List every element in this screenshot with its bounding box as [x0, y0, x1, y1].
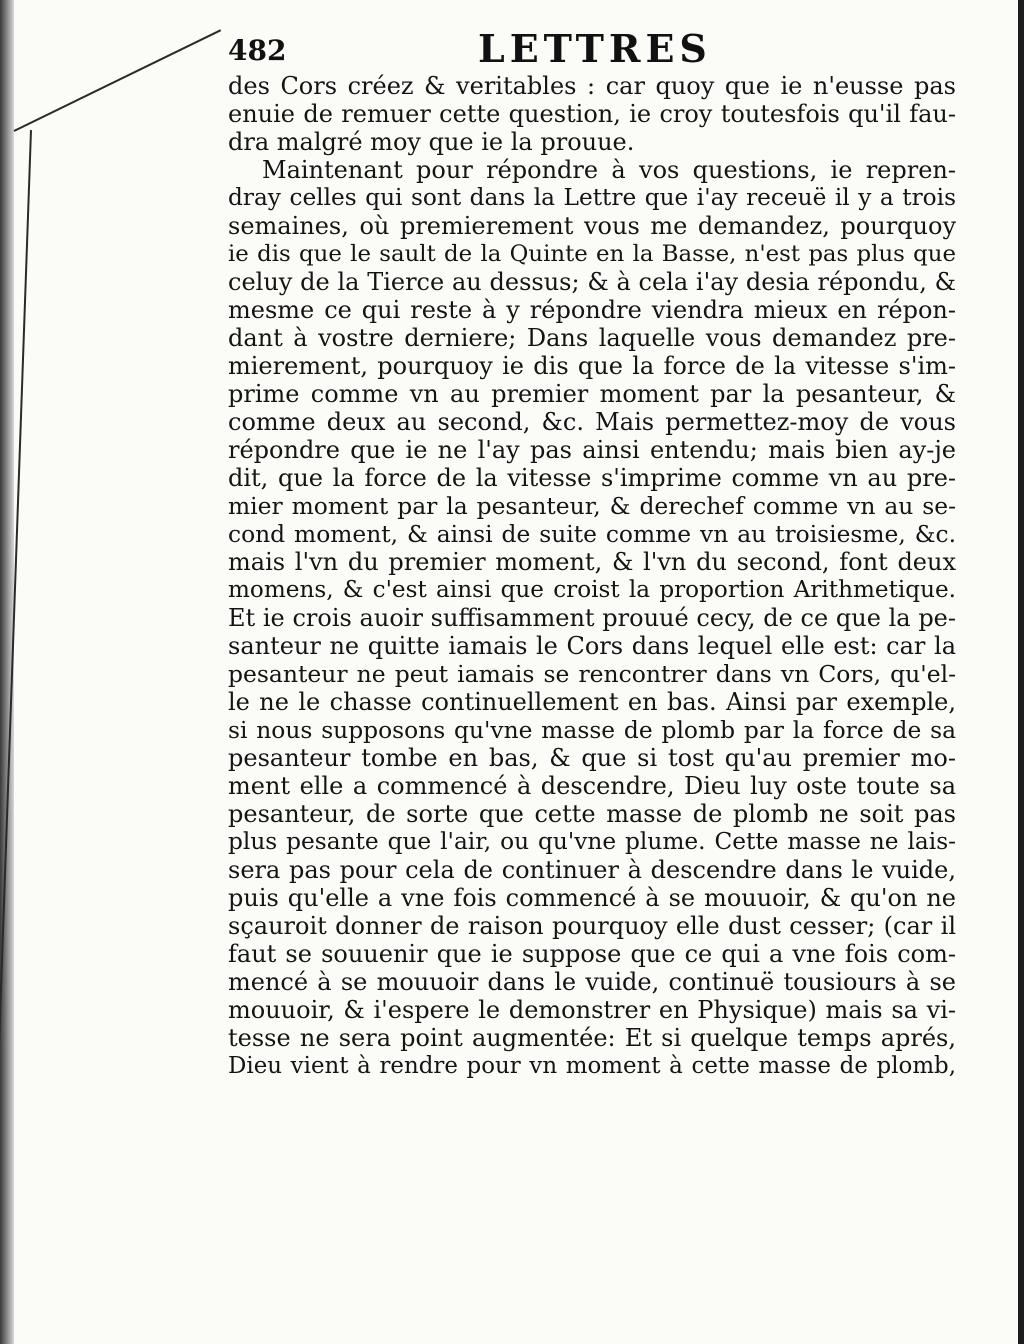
text-line: Dieu vient à rendre pour vn moment à cette masse de plomb, [228, 1053, 956, 1079]
text-line: mier moment par la pesanteur, & derechef comme vn au se- [228, 492, 956, 520]
text-line: faut se souuenir que ie suppose que ce qui a vne fois com- [228, 940, 956, 968]
running-title: LETTRES [478, 26, 712, 71]
text-line: Et ie crois auoir suffisamment prouué cecy, de ce que la pe- [228, 604, 956, 632]
text-line: mencé à se mouuoir dans le vuide, continuë tousiours à se [228, 968, 956, 996]
text-line: répondre que ie ne l'ay pas ainsi entendu; mais bien ay-je [228, 436, 956, 464]
text-line: si nous supposons qu'vne masse de plomb par la force de sa [228, 716, 956, 744]
text-line: enuie de remuer cette question, ie croy toutesfois qu'il fau- [228, 100, 956, 128]
text-line: dant à vostre derniere; Dans laquelle vous demandez pre- [228, 324, 956, 352]
text-line: plus pesante que l'air, ou qu'vne plume. Cette masse ne lais- [228, 828, 956, 855]
page-number: 482 [228, 34, 287, 67]
text-line: des Cors créez & veritables : car quoy que ie n'eusse pas [228, 72, 956, 100]
text-line: le ne le chasse continuellement en bas. Ainsi par exemple, [228, 688, 956, 716]
text-line: pesanteur ne peut iamais se rencontrer dans vn Cors, qu'el- [228, 660, 956, 688]
text-line: dray celles qui sont dans la Lettre que i'ay receuë il y a trois [228, 184, 956, 211]
text-line: ie dis que le sault de la Quinte en la Basse, n'est pas plus que [228, 241, 956, 267]
body-text [228, 72, 956, 1080]
page-header [228, 26, 948, 76]
text-line: dit, que la force de la vitesse s'imprime comme vn au pre- [228, 464, 956, 492]
text-line: santeur ne quitte iamais le Cors dans lequel elle est: car la [228, 632, 956, 660]
text-line: mierement, pourquoy ie dis que la force de la vitesse s'im- [228, 352, 956, 380]
text-line: momens, & c'est ainsi que croist la proportion Arithmetique. [228, 577, 956, 603]
text-line: dra malgré moy que ie la prouue. [228, 128, 635, 156]
text-line: comme deux au second, &c. Mais permettez-moy de vous [228, 408, 956, 436]
page-fold-edge [14, 29, 222, 132]
text-line: cond moment, & ainsi de suite comme vn au troisiesme, &c. [228, 520, 956, 548]
text-line: tesse ne sera point augmentée: Et si quelque temps aprés, [228, 1024, 956, 1052]
text-line: celuy de la Tierce au dessus; & à cela i'ay desia répondu, & [228, 268, 956, 296]
text-line: mesme ce qui reste à y répondre viendra mieux en répon- [228, 296, 956, 324]
text-line: semaines, où premierement vous me demandez, pourquoy [228, 212, 956, 240]
text-line: pesanteur, de sorte que cette masse de plomb ne soit pas [228, 800, 956, 828]
text-line: mouuoir, & i'espere le demonstrer en Physique) mais sa vi- [228, 996, 956, 1024]
text-line: mais l'vn du premier moment, & l'vn du second, font deux [228, 548, 956, 576]
text-line: Maintenant pour répondre à vos questions, ie repren- [262, 156, 956, 184]
text-line: sera pas pour cela de continuer à descendre dans le vuide, [228, 856, 956, 884]
page-right-shadow [1018, 0, 1024, 1344]
text-line: prime comme vn au premier moment par la pesanteur, & [228, 380, 956, 408]
text-line: sçauroit donner de raison pourquoy elle dust cesser; (car il [228, 912, 956, 940]
text-line: pesanteur tombe en bas, & que si tost qu'au premier mo- [228, 744, 956, 772]
text-line: ment elle a commencé à descendre, Dieu luy oste toute sa [228, 772, 956, 800]
text-line: puis qu'elle a vne fois commencé à se mouuoir, & qu'on ne [228, 884, 956, 912]
